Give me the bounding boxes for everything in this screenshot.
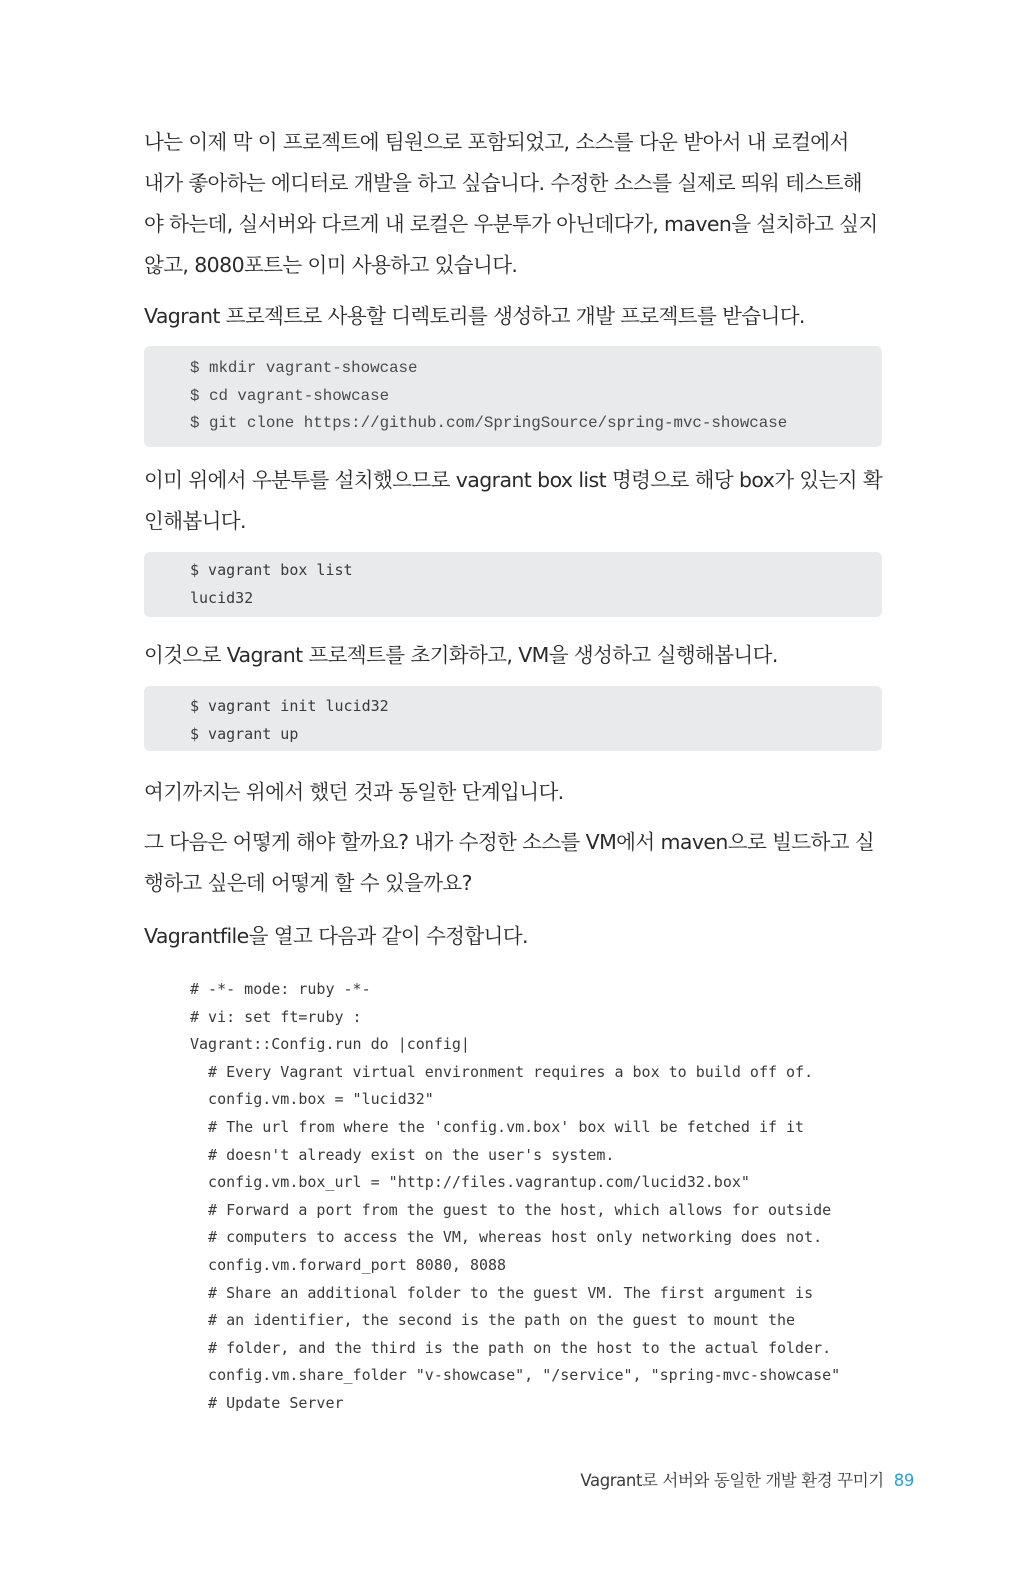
code-block-vagrantfile	[190, 976, 890, 1418]
code-line: $ vagrant init lucid32	[190, 697, 389, 715]
text-line: Vagrantfile을 열고 다음과 같이 수정합니다.	[144, 924, 528, 948]
text-line: 않고, 8080포트는 이미 사용하고 있습니다.	[144, 253, 518, 277]
paragraph-create-directory	[144, 296, 884, 337]
paragraph-edit-vagrantfile	[144, 916, 884, 957]
text-line: Vagrant 프로젝트로 사용할 디렉토리를 생성하고 개발 프로젝트를 받습니다.	[144, 304, 805, 328]
code-block-box-list	[144, 552, 882, 617]
code-line: lucid32	[190, 588, 254, 607]
text-line: 인해봅니다.	[144, 509, 246, 533]
code-line: config.vm.box = "lucid32"	[190, 1090, 434, 1109]
code-line: # -*- mode: ruby -*-	[190, 980, 371, 998]
text-line: 여기까지는 위에서 했던 것과 동일한 단계입니다.	[144, 780, 564, 804]
code-line: # an identifier, the second is the path on the guest to mount the	[190, 1311, 796, 1330]
code-line: # folder, and the third is the path on the host to the actual folder.	[190, 1338, 832, 1357]
code-line: # Update Server	[190, 1393, 344, 1412]
paragraph-box-list	[144, 460, 884, 542]
text-line: 이미 위에서 우분투를 설치했으므로 vagrant box list 명령으로 해당 box가 있는지 확	[144, 468, 883, 492]
code-line: $ vagrant box list	[190, 561, 353, 579]
code-line: # doesn't already exist on the user's system.	[190, 1145, 615, 1164]
paragraph-same-steps	[144, 772, 884, 813]
paragraph-question	[144, 822, 884, 904]
text-line: 야 하는데, 실서버와 다르게 내 로컬은 우분투가 아닌데다가, maven을 설치하고 싶지	[144, 212, 878, 236]
text-line: 이것으로 Vagrant 프로젝트를 초기화하고, VM을 생성하고 실행해봅니다.	[144, 643, 778, 667]
code-line: # The url from where the 'config.vm.box' box will be fetched if it	[190, 1117, 805, 1136]
paragraph-intro	[144, 122, 884, 286]
code-line: # Every Vagrant virtual environment requires a box to build off of.	[190, 1062, 814, 1081]
text-line: 나는 이제 막 이 프로젝트에 팀원으로 포함되었고, 소스를 다운 받아서 내 로컬에서	[144, 130, 849, 154]
running-title: Vagrant로 서버와 동일한 개발 환경 꾸미기	[580, 1471, 884, 1490]
paragraph-init-vm	[144, 635, 884, 676]
code-line: $ mkdir vagrant-showcase	[190, 359, 418, 377]
page-footer	[580, 1467, 914, 1491]
code-block-clone	[144, 346, 882, 447]
text-line: 행하고 싶은데 어떻게 할 수 있을까요?	[144, 871, 472, 895]
code-block-vagrant-up	[144, 686, 882, 751]
code-line: config.vm.share_folder "v-showcase", "/service", "spring-mvc-showcase"	[190, 1366, 841, 1385]
text-line: 내가 좋아하는 에디터로 개발을 하고 싶습니다. 수정한 소스를 실제로 띄워 테스트해	[144, 171, 862, 195]
code-line: Vagrant::Config.run do |config|	[190, 1035, 470, 1054]
code-line: # Forward a port from the guest to the host, which allows for outside	[190, 1200, 832, 1219]
code-line: config.vm.box_url = "http://files.vagrantup.com/lucid32.box"	[190, 1173, 750, 1192]
code-line: $ vagrant up	[190, 724, 299, 743]
code-line: $ cd vagrant-showcase	[190, 386, 390, 405]
code-line: config.vm.forward_port 8080, 8088	[190, 1255, 507, 1274]
code-line: # computers to access the VM, whereas host only networking does not.	[190, 1228, 823, 1247]
page-number: 89	[893, 1471, 914, 1490]
code-line: $ git clone https://github.com/SpringSource/spring-mvc-showcase	[190, 414, 788, 433]
code-line: # Share an additional folder to the guest VM. The first argument is	[190, 1283, 814, 1302]
code-line: # vi: set ft=ruby :	[190, 1007, 362, 1026]
text-line: 그 다음은 어떻게 해야 할까요? 내가 수정한 소스를 VM에서 maven으로 빌드하고 실	[144, 830, 875, 854]
